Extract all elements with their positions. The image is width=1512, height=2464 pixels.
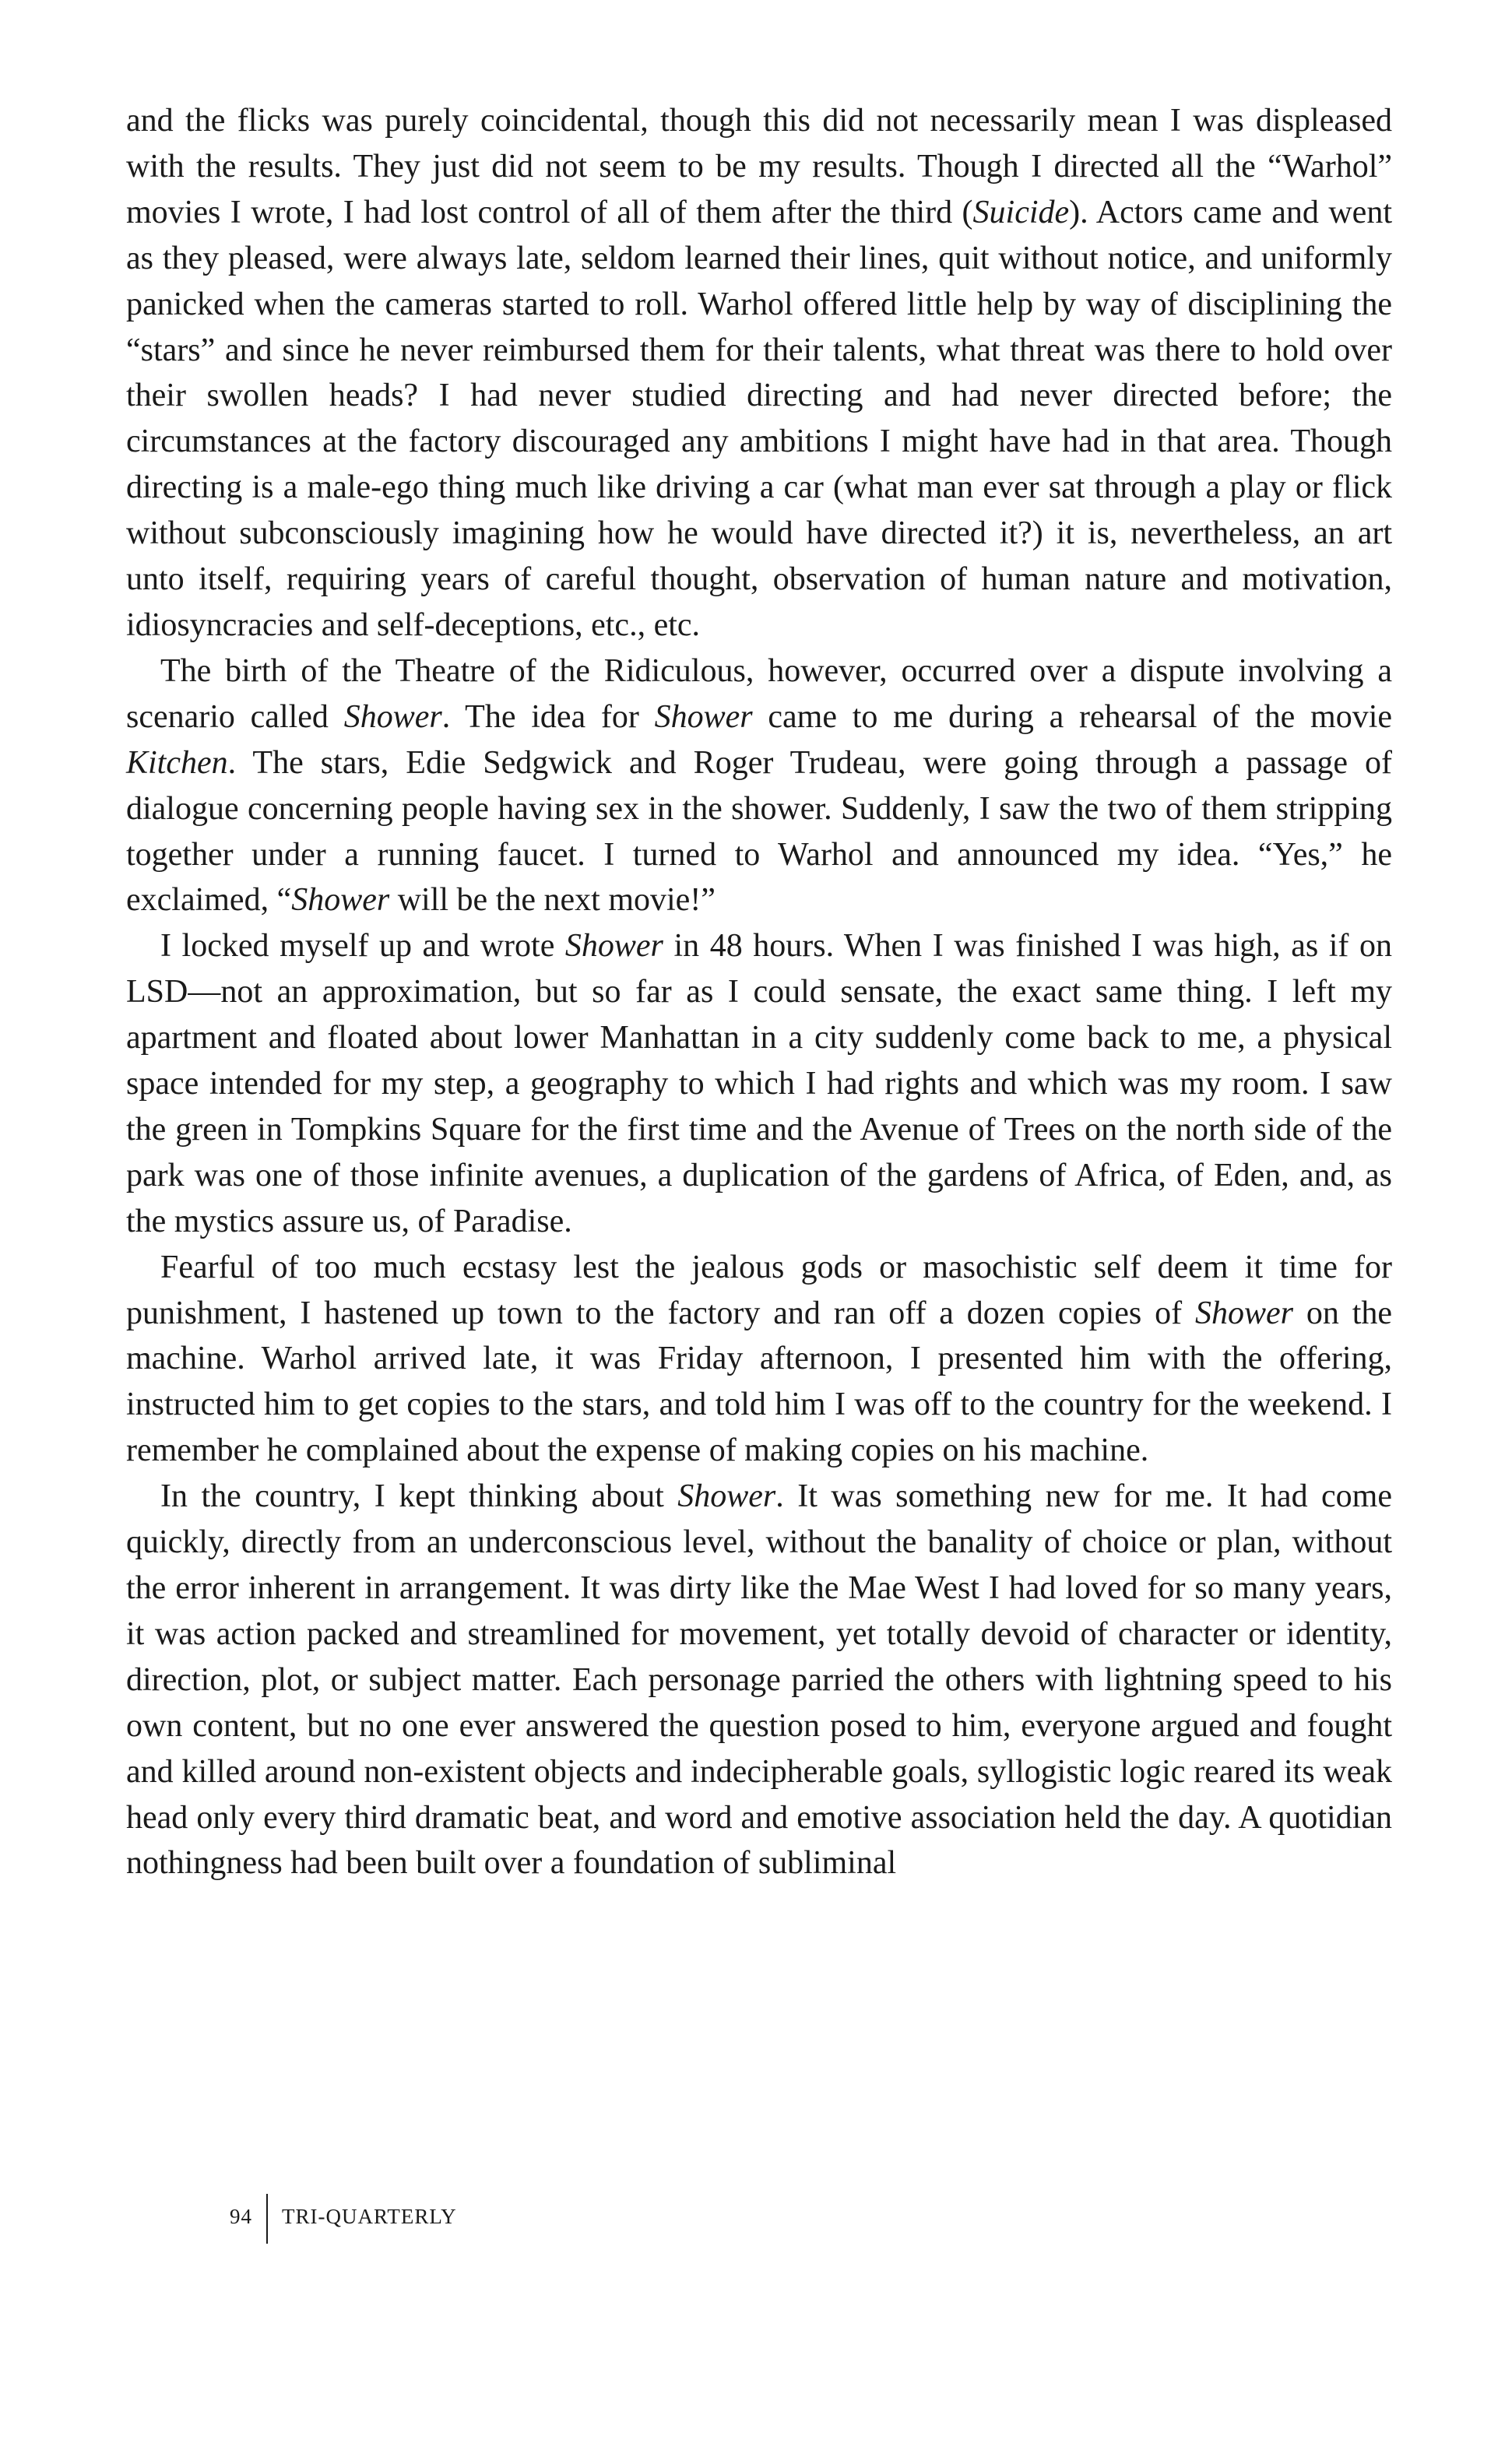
italic-title: Shower <box>291 882 390 919</box>
paragraph <box>126 98 1392 649</box>
italic-title: Shower <box>564 928 663 965</box>
italic-title: Shower <box>343 698 442 735</box>
text-run: The birth of the Theatre of the Ridiculous, however, occurred over a dispute involving a scenario called <box>126 652 1392 735</box>
text-run: . It was something new for me. It had come quickly, directly from an underconscious level, without the banality of choice or plan, without the error inherent in arrangement. It was dirty like the Mae West I had loved for so many years, it was action packed and streamlined for movement, yet totally devoid of character or identity, direction, plot, or subject matter. Each personage parried the others with lightning speed to his own content, but no one ever answered the question posed to him, everyone argued and fought and killed around non-existent objects and indecipherable goals, syllogistic logic reared its weak head only every third dramatic beat, and word and emotive association held the day. A quotidian nothingness had been built over a foundation of subliminal <box>126 1478 1392 1882</box>
text-run: I locked myself up and wrote <box>160 928 565 965</box>
body-text <box>126 98 1392 1886</box>
running-head: TRI-QUARTERLY <box>282 2205 457 2228</box>
paragraph <box>126 1474 1392 1886</box>
text-run: . The idea for <box>441 698 655 735</box>
text-run: will be the next movie!” <box>389 882 716 919</box>
text-run: on the machine. Warhol arrived late, it was Friday afternoon, I presented him with the offering, instructed him to get copies to the stars, and told him I was off to the country for the weekend. I remember he complained about the expense of making copies on his machine. <box>126 1295 1393 1469</box>
italic-title: Shower <box>1194 1295 1293 1331</box>
footer-divider <box>266 2194 268 2244</box>
paragraph <box>126 649 1392 923</box>
text-run: Fearful of too much ecstasy lest the jealous gods or masochistic self deem it time for punishment, I hastened up town to the factory and ran off a dozen copies of <box>126 1249 1392 1331</box>
text-run: came to me during a rehearsal of the movie <box>752 698 1393 735</box>
text-run: in 48 hours. When I was finished I was high, as if on LSD—not an approximation, but so far as I could sensate, the exact same thing. I left my apartment and floated about lower Manhattan in a city suddenly come back to me, a physical space intended for my step, a geography to which I had rights and which was my room. I saw the green in Tompkins Square for the first time and the Avenue of Trees on the north side of the park was one of those infinite avenues, a duplication of the gardens of Africa, of Eden, and, as the mystics assure us, of Paradise. <box>126 928 1392 1239</box>
page-footer <box>215 2194 457 2244</box>
italic-title: Shower <box>654 698 753 735</box>
paragraph <box>126 923 1392 1244</box>
text-run: In the country, I kept thinking about <box>160 1478 678 1515</box>
text-run: and the flicks was purely coincidental, though this did not necessarily mean I was displeased with the results. They just did not seem to be my results. Though I directed all the “Warhol” movies I wrote, I had lost control of all of them after the third ( <box>126 103 1392 230</box>
text-run: ). Actors came and went as they pleased, were always late, seldom learned their lines, quit without notice, and uniformly panicked when the cameras started to roll. Warhol offered little help by way of disciplining the “stars” and since he never reimbursed them for their talents, what threat was there to hold over their swollen heads? I had never studied directing and had never directed before; the circumstances at the factory discouraged any ambitions I might have had in that area. Though directing is a male-ego thing much like driving a car (what man ever sat through a play or flick without subconsciously imagining how he would have directed it?) it is, nevertheless, an art unto itself, requiring years of careful thought, observation of human nature and motivation, idiosyncracies and self-deceptions, etc., etc. <box>126 194 1392 643</box>
page-number: 94 <box>230 2205 252 2228</box>
italic-title: Shower <box>677 1478 776 1515</box>
text-run: . The stars, Edie Sedgwick and Roger Trudeau, were going through a passage of dialogue concerning people having sex in the shower. Suddenly, I saw the two of them stripping together under a running faucet. I turned to Warhol and announced my idea. “Yes,” he exclaimed, “ <box>126 744 1392 919</box>
italic-title: Suicide <box>972 194 1070 230</box>
italic-title: Kitchen <box>126 744 228 781</box>
paragraph <box>126 1245 1392 1475</box>
